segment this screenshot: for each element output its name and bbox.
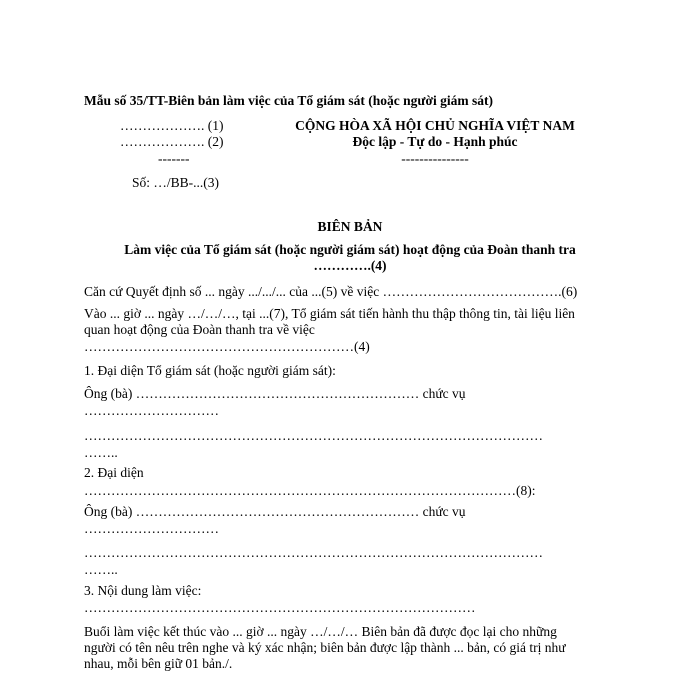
- document-title: BIÊN BẢN: [317, 219, 383, 234]
- closing-line-3: nhau, mỗi bên giữ 01 bản./.: [84, 656, 233, 671]
- time-place-line-1: Vào ... giờ ... ngày …/…/…, tại ...(7), Tổ giám sát tiến hành thu thập thông tin, tài liệu liên: [84, 306, 575, 321]
- document-subtitle: Làm việc của Tổ giám sát (hoặc người giám sát) hoạt động của Đoàn thanh tra: [124, 242, 576, 257]
- section-1-representative: Ông (bà) ……………………………………………………… chức vụ: [84, 386, 466, 401]
- form-title: Mẫu số 35/TT-Biên bản làm việc của Tổ giám sát (hoặc người giám sát): [84, 93, 493, 108]
- section-2-party-line: ……………………………………………………………………………………(8):: [84, 483, 536, 498]
- section-2-representative: Ông (bà) ……………………………………………………… chức vụ: [84, 504, 466, 519]
- section-2-heading: 2. Đại diện: [84, 465, 144, 480]
- section-3-heading: 3. Nội dung làm việc:: [84, 583, 202, 598]
- section-1-heading: 1. Đại diện Tổ giám sát (hoặc người giám sát):: [84, 363, 336, 378]
- section-3-fill-line: ……………………………………………………………………………: [84, 600, 476, 615]
- section-1-fill-line: …………………………………………………………………………………………: [84, 428, 543, 443]
- section-2-fill-line: …………………………: [84, 521, 219, 536]
- section-2-fill-line: …………………………………………………………………………………………: [84, 545, 543, 560]
- agency-separator: -------: [158, 151, 190, 166]
- agency-line-2: ………………. (2): [120, 134, 224, 149]
- document-subtitle-ref: ………….(4): [313, 258, 387, 273]
- section-1-fill-line: …………………………: [84, 403, 219, 418]
- time-place-line-3: ……………………………………………………(4): [84, 339, 370, 354]
- motto-separator: ---------------: [401, 151, 469, 166]
- national-title: CỘNG HÒA XÃ HỘI CHỦ NGHĨA VIỆT NAM: [295, 118, 575, 133]
- section-2-fill-line: ……..: [84, 562, 118, 577]
- basis-paragraph: Căn cứ Quyết định số ... ngày .../.../... của ...(5) về việc ………………………………….(6): [84, 284, 578, 299]
- closing-line-1: Buổi làm việc kết thúc vào ... giờ ... ngày …/…/… Biên bản đã được đọc lại cho những: [84, 624, 557, 639]
- closing-line-2: người có tên nêu trên nghe và ký xác nhận; biên bản được lập thành ... bản, có giá trị như: [84, 640, 566, 655]
- section-1-fill-line: ……..: [84, 445, 118, 460]
- time-place-line-2: quan hoạt động của Đoàn thanh tra về việc: [84, 322, 315, 337]
- national-motto: Độc lập - Tự do - Hạnh phúc: [352, 134, 518, 149]
- document-number: Số: …/BB-...(3): [132, 175, 220, 190]
- agency-line-1: ………………. (1): [120, 118, 224, 133]
